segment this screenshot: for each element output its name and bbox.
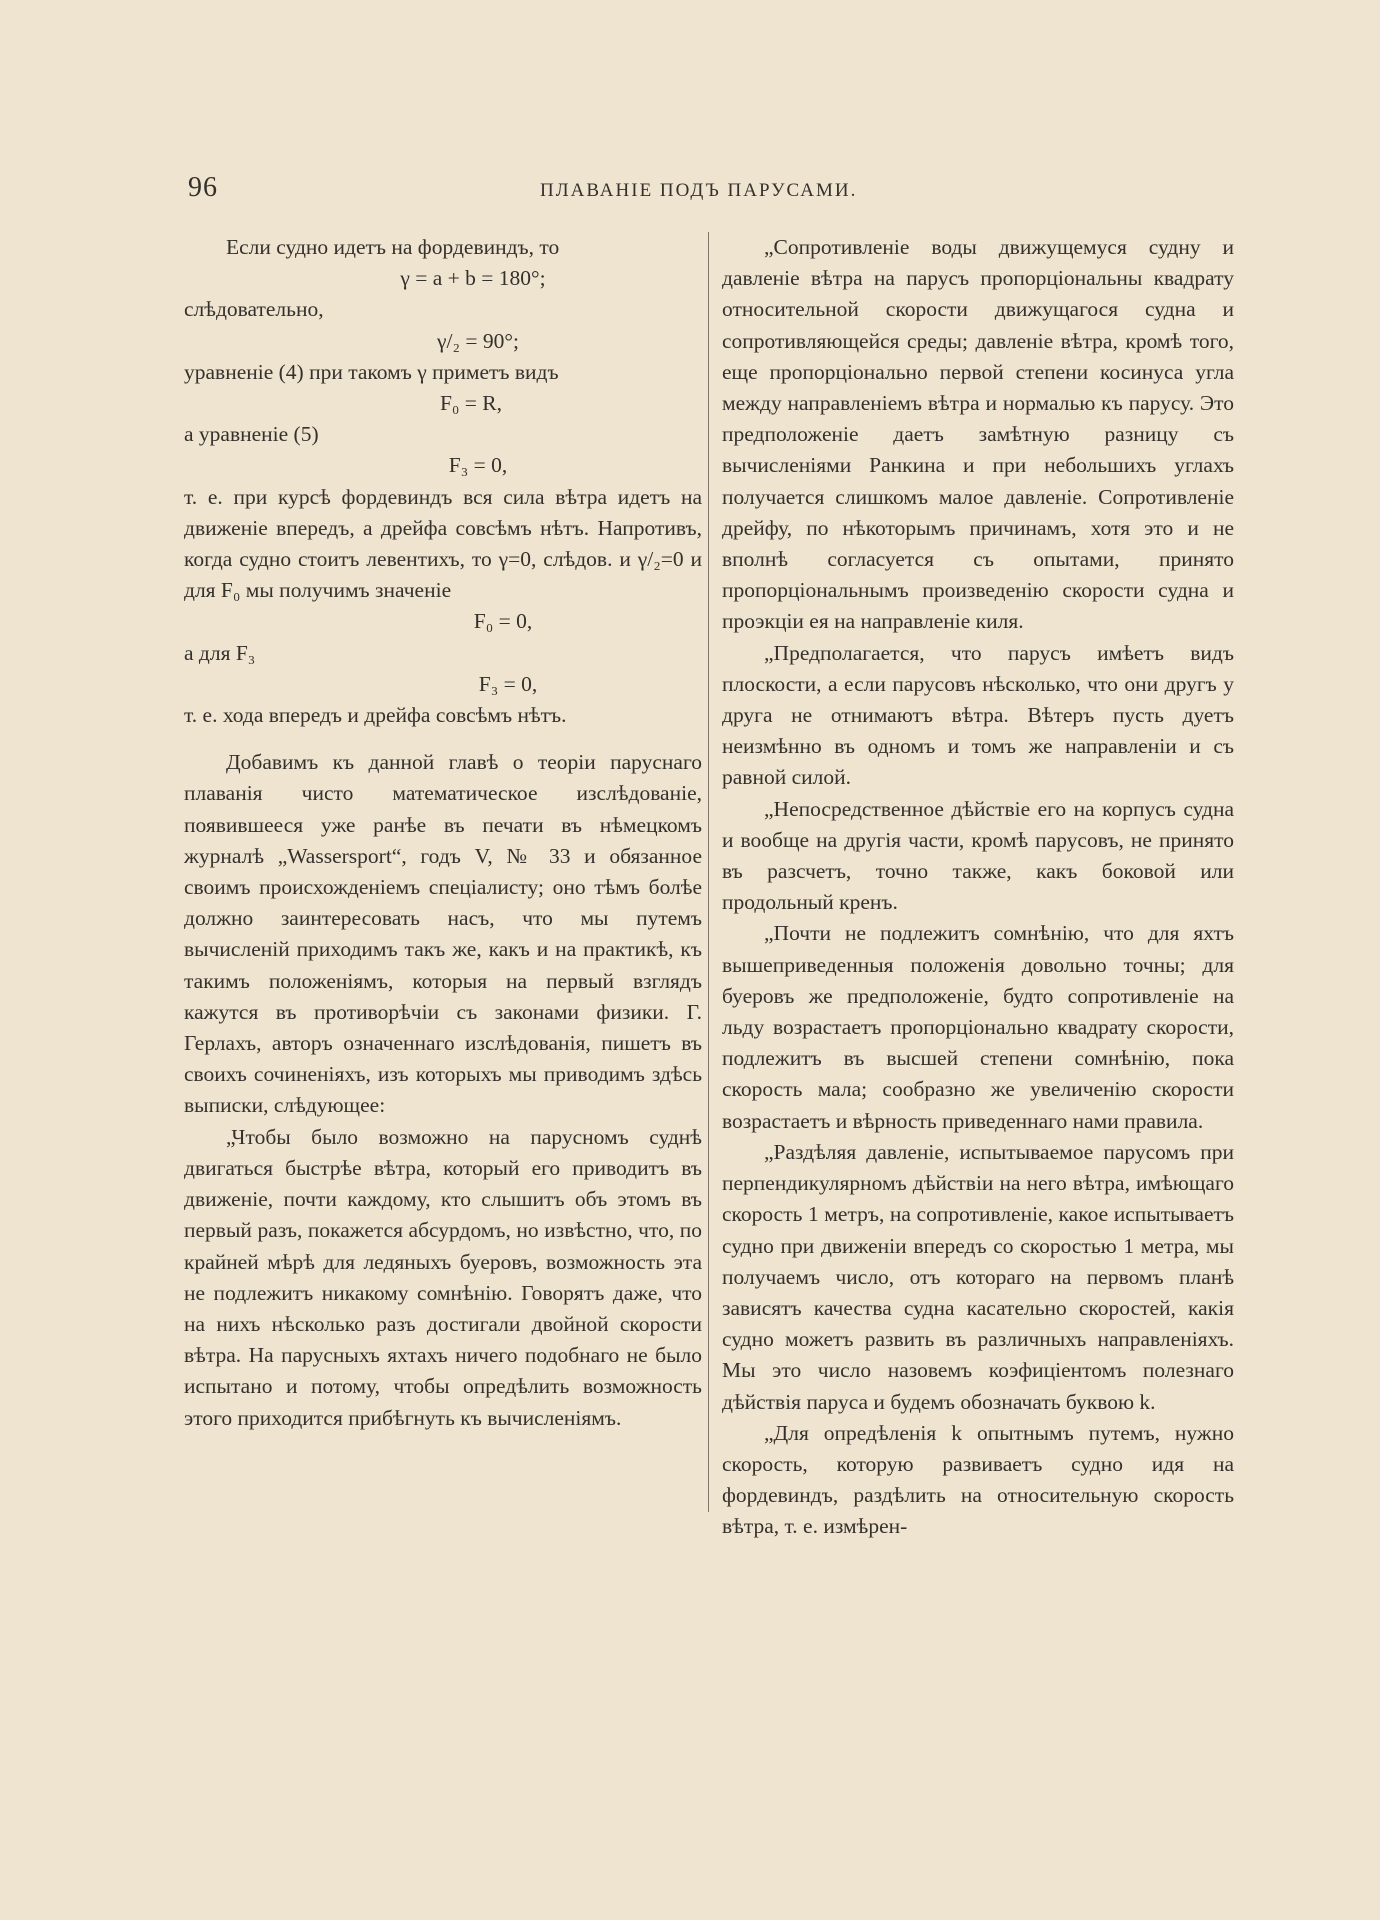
left-column <box>184 232 702 1434</box>
formula-f3-zero: F₃ = 0, <box>448 453 508 478</box>
text-line-equation-5: а уравненіе (5) <box>184 422 319 447</box>
formula-f0-r: F₀ = R, <box>439 391 503 416</box>
left-paragraph-2: т. е. при курсѣ фордевиндъ вся сила вѣтра идетъ на движеніе впередъ, а дрейфа совсѣмъ нѣтъ. Напротивъ, когда судно стоитъ левентихъ, то γ=0, слѣдов. и γ/₂=0 и для F₀ мы получимъ значеніе <box>184 484 702 603</box>
left-paragraph-3: т. е. хода впередъ и дрейфа совсѣмъ нѣтъ. <box>184 703 567 728</box>
right-paragraph-2: „Предполагается, что парусъ имѣетъ видъ плоскости, а если парусовъ нѣсколько, что они другъ у друга не отнимаютъ вѣтра. Вѣтеръ пусть дуетъ неизмѣнно въ одномъ и томъ же направленіи и съ равной силой. <box>722 640 1234 790</box>
text-line-sledovatelno: слѣдовательно, <box>184 297 324 322</box>
right-paragraph-5: „Раздѣляя давленіе, испытываемое парусомъ при перпендикулярномъ дѣйствіи на него вѣтра, имѣющаго скорость 1 метръ, на сопротивленіе, какое испытываетъ судно при движеніи впередъ со скоростью 1 метра, мы получаемъ число, отъ котораго на первомъ планѣ зависятъ качества судна касательно скоростей, какія судно можетъ развить въ различныхъ направленіяхъ. Мы это число назовемъ коэфиціентомъ полезнаго дѣйствія паруса и будемъ обозначать буквою k. <box>722 1139 1234 1414</box>
left-paragraph-5: „Чтобы было возможно на парусномъ суднѣ двигаться быстрѣе вѣтра, который его приводитъ въ движеніе, почти каждому, кто слышитъ объ этомъ въ первый разъ, покажется абсурдомъ, но извѣстно, что, по крайней мѣрѣ для ледяныхъ буеровъ, возможность эта не подлежитъ никакому сомнѣнію. Говорятъ даже, что на нихъ нѣсколько разъ достигали двойной скорости вѣтра. На парусныхъ яхтахъ ничего подобнаго не было испытано и потому, чтобы опредѣлить возможность этого приходится прибѣгнуть къ вычисленіямъ. <box>184 1124 702 1430</box>
right-paragraph-3: „Непосредственное дѣйствіе его на корпусъ судна и вообще на другія части, кромѣ парусовъ, не принято въ разсчетъ, точно также, какъ боковой или продольный кренъ. <box>722 796 1234 915</box>
page-header <box>188 172 1240 212</box>
left-paragraph-4: Добавимъ къ данной главѣ о теоріи пaруснаго плаванія чисто математическое изслѣдованіе, появившееся уже ранѣе въ печати въ нѣмецкомъ журналѣ „Wassersport“, годъ V, № 33 и обязанное своимъ происхожденіемъ спеціалисту; оно тѣмъ болѣе должно заинтересовать насъ, что мы путемъ вычисленій приходимъ такъ же, какъ и на практикѣ, къ такимъ положеніямъ, которыя на первый взглядъ кажутся въ противорѣчіи съ законами физики. Г. Герлахъ, авторъ означеннаго изслѣдованія, пишетъ въ своихъ сочиненіяхъ, изъ которыхъ мы приводимъ здѣсь выписки, слѣдующее: <box>184 750 702 1118</box>
formula-gamma-sum: γ = a + b = 180°; <box>400 266 546 291</box>
text-line-for-f3: а для F₃ <box>184 640 256 665</box>
right-column <box>722 232 1234 1543</box>
column-divider <box>708 232 709 1512</box>
running-title: ПЛАВАНІЕ ПОДЪ ПАРУСАМИ. <box>540 180 858 201</box>
left-paragraph-1: Если судно идетъ на фордевиндъ, то <box>226 235 560 259</box>
right-paragraph-6: „Для опредѣленія k опытнымъ путемъ, нужно скорость, которую развиваетъ судно идя на фордевиндъ, раздѣлить на относительную скорость вѣтра, т. е. измѣрен- <box>722 1420 1234 1539</box>
formula-gamma-half: γ/₂ = 90°; <box>437 328 519 353</box>
formula-f3-zero-2: F₃ = 0, <box>478 671 538 696</box>
right-paragraph-4: „Почти не подлежитъ сомнѣнію, что для яхтъ вышеприведенныя положенія довольно точны; для буеровъ же предположеніе, будто сопротивленіе на льду возрастаетъ пропорціонально квадрату скорости, подлежитъ въ высшей степени сомнѣнію, пока скорость мала; сообразно же увеличенію скорости возрастаетъ и вѣрность приведеннаго нами правила. <box>722 921 1234 1133</box>
text-line-equation-4: уравненіе (4) при такомъ γ приметъ видъ <box>184 359 559 384</box>
page-number: 96 <box>188 172 218 203</box>
formula-f0-zero: F₀ = 0, <box>473 609 533 634</box>
right-paragraph-1: „Сопротивленіе воды движущемуся судну и давленіе вѣтра на парусъ пропорціональны квадрату относительной скорости движущагося судна и сопротивляющейся среды; давленіе вѣтра, кромѣ того, еще пропорціонально первой степени косинуса угла между направленіемъ вѣтра и нормалью къ парусу. Это предположеніе даетъ замѣтную разницу съ вычисленіями Ранкина и при небольшихъ углахъ получается слишкомъ малое давленіе. Сопротивленіе дрейфу, по нѣкоторымъ причинамъ, хотя это и не вполнѣ согласуется съ опытами, принято пропорціональнымъ произведенію скорости судна и проэкціи ея на направленіе киля. <box>722 235 1234 634</box>
